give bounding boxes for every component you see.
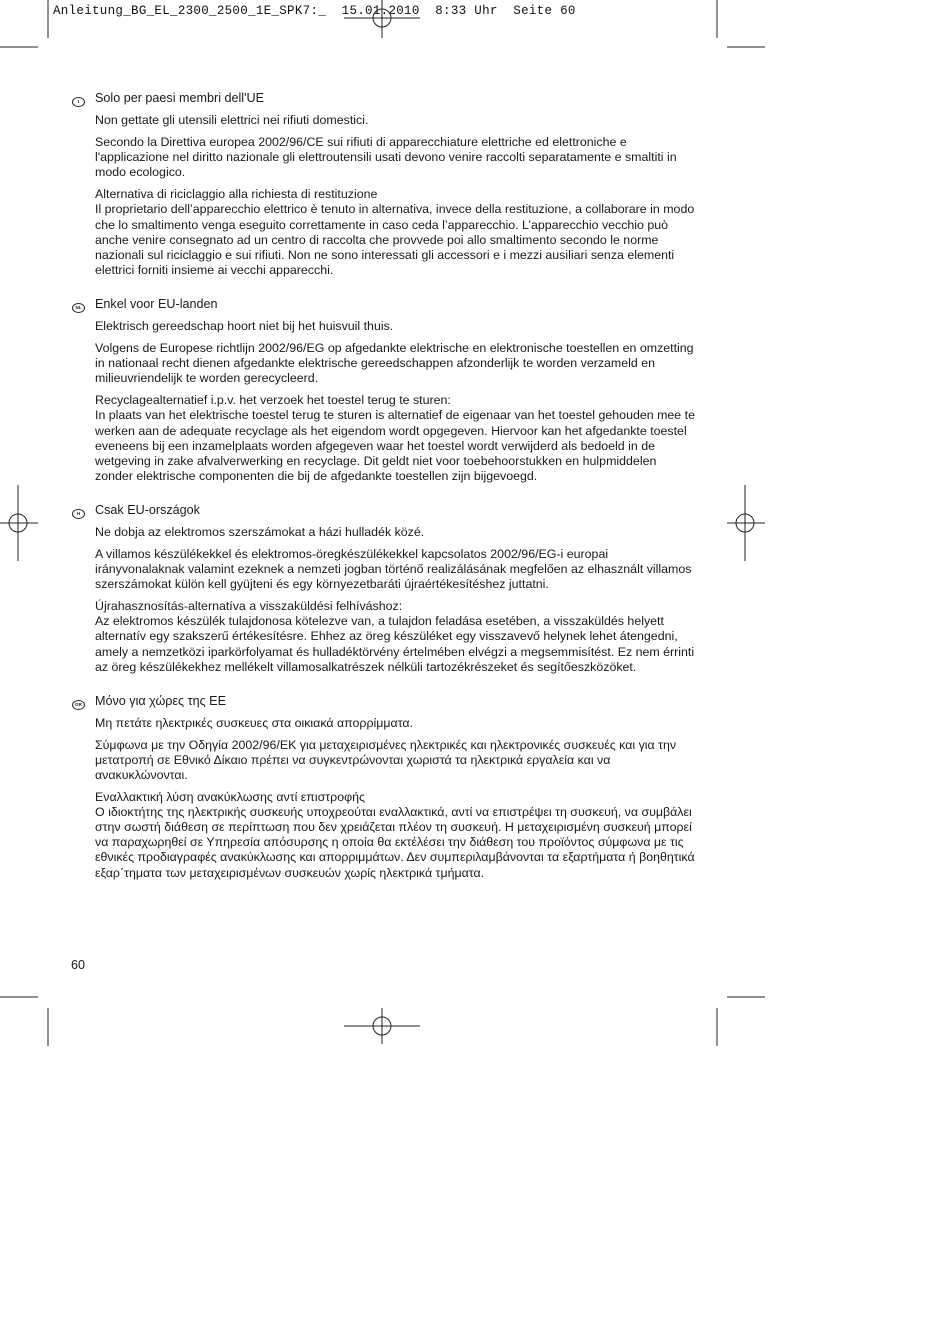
section-subheading: Alternativa di riciclaggio alla richiesta di restituzione — [95, 187, 378, 202]
section-paragraph-2: Σύμφωνα με την Οδηγία 2002/96/ΕΚ για μεταχειρισμένες ηλεκτρικές και ηλεκτρονικές συσκευές και για την μετατροπή σε Εθνικό Δίκαιο πρέπει να συγκεντρώνονται χωριστά τα ηλεκτρικά εργαλεία και να ανακυκλώνονται. — [95, 737, 677, 782]
country-code-badge-hungary: H — [72, 509, 85, 519]
section-subheading: Εναλλακτική λύση ανακύκλωσης αντί επιστροφής — [95, 790, 365, 805]
registration-mark-left — [0, 485, 38, 561]
section-dutch — [75, 296, 695, 484]
section-paragraph-1: Μη πετάτε ηλεκτρικές συσκευες στα οικιακά απορρίμματα. — [95, 715, 414, 730]
section-paragraph-3: In plaats van het elektrische toestel terug te sturen is alternatief de eigenaar van het toestel gehouden mee te werken aan de adequate recyclage als het eigendom wordt opgegeven. Hiervoor kan het afgedankte toestel eveneens bij een inzamelplaats worden afgegeven waar het toestel wordt verwijderd als bedoeld in de wetgeving in zake afvalverwerking en recyclage. Dit geldt niet voor toebehoorstukken en hulpmiddelen zonder elektrische componenten die bij de afgedankte toestellen zijn bijgevoegd. — [95, 408, 695, 483]
section-heading: Csak EU-országok — [95, 502, 200, 517]
section-paragraph-2: A villamos készülékekkel és elektromos-öregkészülékekkel kapcsolatos 2002/96/EG-i europai irányvonalaknak valamint ezeknek a nemzeti jogban történő realizálásának megfelően az elhasznált villamos szerszámokat külön kell gyüjteni és egy környezetbaráti újraértékesítéshez juttatni. — [95, 546, 692, 592]
country-code-badge-greece: GR — [72, 700, 85, 710]
section-heading: Solo per paesi membri dell'UE — [95, 91, 264, 105]
section-italian — [77, 91, 695, 278]
print-header: Anleitung_BG_EL_2300_2500_1E_SPK7:_ 15.01.2010 8:33 Uhr Seite 60 — [53, 4, 576, 18]
section-hungarian — [76, 502, 695, 675]
page-number: 60 — [71, 958, 86, 972]
registration-mark-right — [727, 485, 765, 561]
section-paragraph-1: Non gettate gli utensili elettrici nei rifiuti domestici. — [95, 113, 369, 127]
section-paragraph-3: Az elektromos készülék tulajdonosa kötelezve van, a tulajdon feladása esetében, a visszaküldés helyett alternatív egy szakszerű értékesítésre. Ehhez az öreg készüléket egy visszavevő helynek lehet átengedni, amely a nemzetközi iparkörfolyamat és hulladéktörvény értelmében elvégzi a megsemmisítést. Ez nem érrinti az öreg készülékekhez mellékelt villamosalkatrészek nélküli tartozékrészeket és segítőeszközöket. — [95, 614, 695, 674]
section-greek — [75, 693, 695, 881]
section-subheading: Recyclagealternatief i.p.v. het verzoek het toestel terug te sturen: — [95, 393, 451, 408]
country-code-badge-italy: I — [72, 97, 85, 107]
country-code-badge-netherlands: NL — [72, 303, 85, 313]
section-paragraph-2: Secondo la Direttiva europea 2002/96/CE sui rifiuti di apparecchiature elettriche ed elettroniche e l'applicazione nel diritto nazionale gli elettroutensili usati devono venire raccolti separatamente e smaltiti in modo ecologico. — [95, 135, 677, 180]
section-paragraph-3: Ο ιδιοκτήτης της ηλεκτρικής συσκευής υποχρεούται εναλλακτικά, αντί να επιστρέψει τη συσκευή, να συμβάλει στην σωστή διάθεση σε περίπτωση που δεν χρειάζεται πλέον τη συσκευή. Η μεταχειρισμένη συσκευή μπορεί να παραχωρηθεί σε Υπηρεσία απόσυρσης η οποία θα εκτέλέσει την διάθεση του προϊόντος σύμφωνα με τις εθνικές προδιαγραφές ανακύκλωσης και απορριμμάτων. Δεν συμπεριλαμβάνονται τα εξαρτήματα ή βοηθητικά εξαρ΄τηματα των μεταχειρισμένων συσκευών χωρίς ηλεκτρικά τμήματα. — [95, 805, 695, 880]
section-paragraph-2: Volgens de Europese richtlijn 2002/96/EG op afgedankte elektrische en elektronische toestellen en omzetting in nationaal recht dienen afgedankte elektrische gereedschappen afzonderlijk te worden verzameld en milieuvriendelijk te worden gerecycleerd. — [95, 341, 694, 386]
section-heading: Μόνο για χώρες της ΕΕ — [95, 693, 226, 708]
section-paragraph-3: Il proprietario dell’apparecchio elettrico è tenuto in alternativa, invece della restituzione, a collaborare in modo che lo smaltimento venga eseguito correttamente in caso ceda l’apparecchio. L’apparecchio vecchio può anche venire consegnato ad un centro di raccolta che provvede poi allo smaltimento secondo le norme nazionali sul riciclaggio e sui rifiuti. Non ne sono interessati gli accessori e i mezzi ausiliari senza elementi elettrici forniti insieme ai vecchi apparecchi. — [95, 202, 695, 277]
document-body — [75, 91, 695, 900]
section-paragraph-1: Ne dobja az elektromos szerszámokat a házi hulladék közé. — [95, 524, 425, 539]
registration-mark-top — [344, 0, 420, 38]
section-paragraph-1: Elektrisch gereedschap hoort niet bij het huisvuil thuis. — [95, 318, 394, 333]
section-heading: Enkel voor EU-landen — [95, 296, 218, 311]
section-subheading: Újrahasznosítás-alternatíva a visszaküldési felhíváshoz: — [95, 599, 403, 614]
registration-mark-bottom — [344, 1008, 420, 1044]
